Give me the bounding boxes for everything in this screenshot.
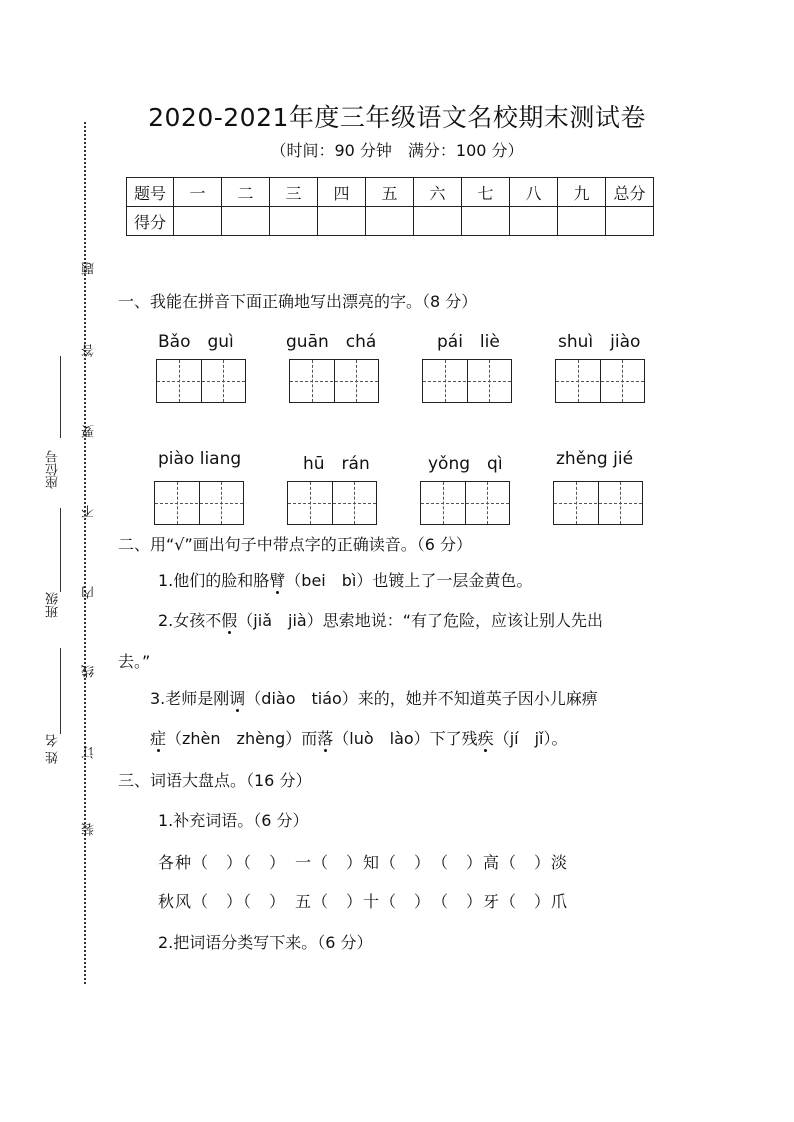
score-input-6[interactable] — [414, 207, 462, 236]
question-2-2-cont: 去。” — [118, 652, 151, 671]
writing-box-5[interactable] — [154, 481, 244, 525]
binding-char-5: 内 — [82, 586, 97, 599]
page-subtitle: （时间：90 分钟 满分：100 分） — [270, 141, 524, 160]
score-table-header-row — [127, 178, 654, 207]
pinyin-8: zhěng jié — [556, 449, 634, 469]
pinyin-2: guān chá — [286, 332, 377, 352]
section3-sub2: 2.把词语分类写下来。（6 分） — [158, 933, 373, 952]
q1-dotted-char: 臂 — [269, 571, 286, 590]
q3-text-e: （jí jǐ）。 — [493, 729, 568, 748]
q1-text-b: （bei bì）也镀上了一层金黄色。 — [285, 571, 533, 590]
score-cell-label: 题号 — [127, 178, 174, 207]
score-cell-7: 七 — [462, 178, 510, 207]
q3-dotted-char-2: 症 — [150, 729, 167, 748]
score-table — [126, 177, 654, 236]
binding-char-8: 装 — [82, 823, 97, 836]
pinyin-6: hū rán — [303, 454, 370, 474]
page-title: 2020-2021年度三年级语文名校期末测试卷 — [148, 103, 646, 132]
score-table-score-row — [127, 207, 654, 236]
pinyin-5: piào liang — [158, 449, 242, 469]
writing-box-1[interactable] — [156, 359, 246, 403]
binding-char-1: 题 — [82, 262, 97, 275]
q2-dotted-char: 假 — [221, 611, 238, 630]
score-input-3[interactable] — [270, 207, 318, 236]
score-cell-1: 一 — [174, 178, 222, 207]
binding-char-3: 要 — [82, 425, 97, 438]
score-input-total[interactable] — [606, 207, 654, 236]
score-input-2[interactable] — [222, 207, 270, 236]
pinyin-7: yǒng qì — [428, 454, 503, 474]
binding-char-2: 答 — [82, 344, 97, 357]
q3-text-c: （zhèn zhèng）而 — [166, 729, 318, 748]
score-input-8[interactable] — [510, 207, 558, 236]
score-row-label: 得分 — [127, 207, 174, 236]
q3-dotted-char-1: 调 — [229, 689, 246, 708]
q3-text-a: 3.老师是刚 — [150, 689, 230, 708]
seat-label: 座位号 — [46, 450, 61, 489]
writing-box-2[interactable] — [289, 359, 379, 403]
score-cell-5: 五 — [366, 178, 414, 207]
pinyin-1: Bǎo guì — [158, 332, 234, 352]
writing-box-7[interactable] — [420, 481, 510, 525]
pinyin-3: pái liè — [437, 332, 500, 352]
section3-sub1: 1.补充词语。（6 分） — [158, 811, 309, 830]
binding-dotted-line — [84, 122, 86, 984]
score-cell-9: 九 — [558, 178, 606, 207]
binding-char-6: 线 — [82, 665, 97, 678]
score-input-1[interactable] — [174, 207, 222, 236]
name-underline — [60, 648, 61, 734]
score-cell-total: 总分 — [606, 178, 654, 207]
writing-box-6[interactable] — [287, 481, 377, 525]
score-cell-3: 三 — [270, 178, 318, 207]
writing-box-8[interactable] — [553, 481, 643, 525]
section2-heading: 二、用“√”画出句子中带点字的正确读音。（6 分） — [118, 535, 473, 554]
writing-box-4[interactable] — [555, 359, 645, 403]
score-input-7[interactable] — [462, 207, 510, 236]
q3-dotted-char-3: 落 — [317, 729, 334, 748]
binding-char-4: 不 — [82, 505, 97, 518]
score-input-5[interactable] — [366, 207, 414, 236]
question-2-3 — [150, 686, 598, 709]
q3-text-d: （luò lào）下了残 — [333, 729, 478, 748]
score-input-4[interactable] — [318, 207, 366, 236]
seat-underline — [60, 356, 61, 438]
question-2-3-cont — [150, 726, 567, 749]
fill-row-1: 各种（ ）（ ） 一（ ）知（ ） （ ）高（ ）淡 — [158, 853, 569, 872]
question-2-1 — [158, 568, 532, 591]
section3-heading: 三、词语大盘点。（16 分） — [118, 771, 312, 790]
score-input-9[interactable] — [558, 207, 606, 236]
score-cell-2: 二 — [222, 178, 270, 207]
pinyin-4: shuì jiào — [558, 332, 641, 352]
q2-text-a: 2.女孩不 — [158, 611, 222, 630]
name-label: 姓 名 — [46, 734, 61, 765]
q3-text-b: （diào tiáo）来的，她并不知道英子因小儿麻痹 — [245, 689, 598, 708]
class-underline — [60, 508, 61, 592]
section1-heading: 一、我能在拼音下面正确地写出漂亮的字。（8 分） — [118, 292, 478, 311]
fill-row-2: 秋风（ ）（ ） 五（ ）十（ ） （ ）牙（ ）爪 — [158, 892, 569, 911]
question-2-2 — [158, 608, 603, 631]
q2-text-b: （jiǎ jià）思索地说：“有了危险，应该让别人先出 — [237, 611, 603, 630]
score-cell-4: 四 — [318, 178, 366, 207]
q1-text-a: 1.他们的脸和胳 — [158, 571, 270, 590]
class-label: 班级 — [46, 592, 61, 618]
score-cell-8: 八 — [510, 178, 558, 207]
binding-char-7: 订 — [82, 746, 97, 759]
q3-dotted-char-4: 疾 — [477, 729, 494, 748]
score-cell-6: 六 — [414, 178, 462, 207]
writing-box-3[interactable] — [422, 359, 512, 403]
